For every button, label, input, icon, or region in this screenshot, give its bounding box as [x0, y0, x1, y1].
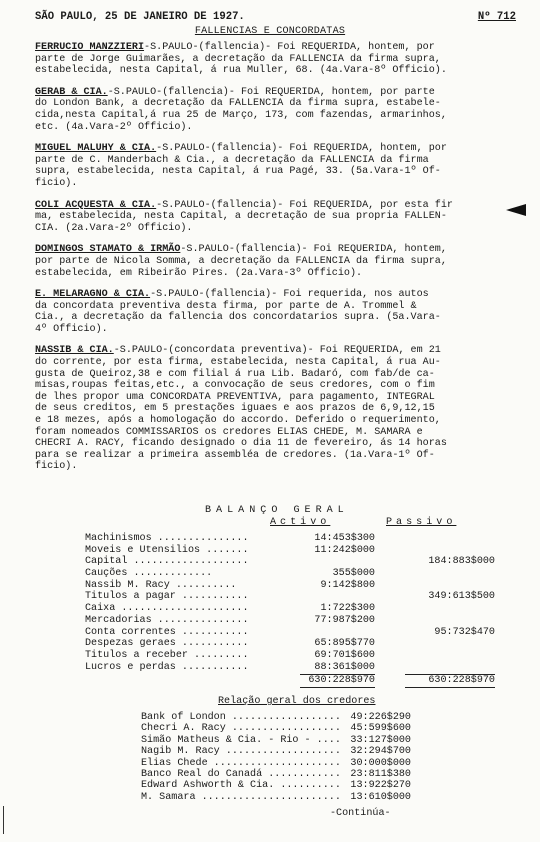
entry-line: [35, 54, 517, 66]
balance-ativo: 1:722$300: [320, 603, 375, 615]
balance-row: [85, 545, 505, 557]
balance-ativo: 11:242$000: [314, 544, 375, 556]
entry-line: [35, 268, 517, 280]
entry-line: [35, 312, 517, 324]
balance-label: Conta correntes ...........: [85, 626, 249, 638]
entry-line: [35, 345, 517, 357]
balance-label: Despezas geraes ...........: [85, 638, 249, 650]
margin-tick: [3, 806, 4, 834]
entry-text: ficio).: [35, 177, 78, 189]
total-ativo: 630:228$970: [300, 674, 375, 688]
creditor-row: [141, 746, 411, 758]
entry-line: [35, 461, 517, 473]
entry-text: gusta de Queiroz,38 e com filial á rua Lib. Badaró, com fab/de ca-: [35, 368, 435, 380]
entry-line: [35, 98, 517, 110]
entry: [35, 87, 517, 133]
entry-line: [35, 438, 517, 450]
creditor-name: Checri A. Racy ..................: [141, 723, 341, 735]
entry-text: estabelecida, em Ribeirão Pires. (2a.Vara-3º Officio).: [35, 267, 363, 279]
header-number: Nº 712: [477, 11, 516, 23]
creditor-row: [141, 780, 411, 792]
entry-text: CIA. (2a.Vara-2º Officio).: [35, 222, 193, 234]
entry: [35, 42, 517, 77]
creditor-value: 30:000$000: [350, 757, 411, 769]
balance-row: [85, 533, 505, 545]
balance-ativo: 14:453$300: [314, 533, 375, 544]
entry-text: CHECRI A. RACY, ficando designado o dia 11 de fevereiro, ás 14 horas: [35, 438, 447, 450]
creditors-list: [141, 712, 411, 803]
creditor-name: M. Samara .......................: [141, 791, 341, 803]
entry-text: da concordata preventiva desta firma, por parte de A. Trommel &: [35, 300, 417, 312]
entry-line: [35, 143, 517, 155]
entry-text: -S.PAULO-(fallencia)- Foi REQUERIDA, hontem, por parte: [107, 86, 435, 98]
balance-column-headers: [270, 517, 510, 529]
balance-label: Capital ...................: [85, 556, 249, 568]
creditor-name: Elias Chede .....................: [141, 757, 341, 769]
entry: [35, 289, 517, 335]
balance-label: Titulos a pagar ...........: [85, 591, 249, 603]
entry-text: estabelecida, nesta Capital, á rua Muller, 68. (4a.Vara-8º Officio).: [35, 65, 447, 77]
creditor-value: 32:294$700: [350, 746, 411, 758]
total-passivo: 630:228$970: [405, 674, 495, 688]
balance-row: [85, 603, 505, 615]
balance-label: Moveis e Utensilios .......: [85, 544, 249, 556]
creditor-value: 13:922$270: [350, 780, 411, 792]
entry-line: [35, 178, 517, 190]
balance-row: [85, 591, 505, 603]
creditor-row: [141, 734, 411, 746]
entry-line: [35, 403, 517, 415]
creditor-value: 49:226$290: [350, 712, 411, 723]
entry-line: [35, 155, 517, 167]
entry-text: cida,nesta Capital,á rua 25 de Março, 173, com fazendas, armarinhos,: [35, 109, 447, 121]
balance-ativo: 69:701$600: [314, 649, 375, 661]
entry-text: -S.PAULO-(concordata preventiva)- Foi REQUERIDA, em 21: [113, 345, 441, 357]
entry-line: [35, 380, 517, 392]
balance-label: Caixa .....................: [85, 603, 249, 615]
margin-mark: [506, 204, 526, 216]
entry-text: -S.PAULO-(fallencia)- Foi REQUERIDA, hontem, por: [156, 143, 447, 155]
entry-text: etc. (4a.Vara-2º Officio).: [35, 121, 193, 133]
entry-line: [35, 200, 517, 212]
entry-text: misas,roupas feitas,etc., a convocação de seus credores, com o fim: [35, 380, 435, 392]
creditor-row: [141, 791, 411, 803]
entry-text: parte de Jorge Guimarães, a decretação da FALLENCIA da firma supra,: [35, 53, 441, 65]
entry: [35, 200, 517, 235]
creditor-name: Nagib M. Racy ...................: [141, 746, 341, 758]
creditor-row: [141, 712, 411, 723]
balance-passivo: 349:613$500: [428, 591, 495, 603]
entry-text: Cia., a decretação da fallencia dos concordatarios supra. (5a.Vara-: [35, 312, 441, 324]
balance-ativo: 88:361$000: [314, 661, 375, 673]
entry-text: para se realizar a primeira assembléa de credores. (1a.Vara-1º Of-: [35, 449, 435, 461]
entry-text: supra, estabelecida, nesta Capital, á rua Pagé, 33. (5a.Vara-1º Of-: [35, 166, 441, 178]
entry-line: [35, 392, 517, 404]
creditor-row: [141, 768, 411, 780]
entry-name: GERAB & CIA.: [35, 86, 108, 98]
balance-passivo: 184:883$000: [428, 556, 495, 568]
entry-line: [35, 450, 517, 462]
entry-text: ficio).: [35, 461, 78, 473]
entry-line: [35, 223, 517, 235]
entry-text: -S.PAULO-(fallencia)- Foi requerida, nos autos: [150, 289, 429, 301]
creditor-row: [141, 757, 411, 769]
entry-line: [35, 256, 517, 268]
entry-text: por parte de Nicola Somma, a decretação da FALLENCIA da firma supra,: [35, 255, 447, 267]
entry-text: do corrente, por esta firma, estabelecida, nesta Capital, á rua Au-: [35, 357, 441, 369]
balance-ativo: 77:987$200: [314, 614, 375, 626]
creditor-name: Simão Matheus & Cia. - Rio - ....: [141, 734, 341, 746]
entry-line: [35, 110, 517, 122]
balance-row: [85, 568, 505, 580]
column-ativo: Activo: [270, 517, 331, 528]
entry-text: -S.PAULO-(fallencia)- Foi REQUERIDA, por esta fir: [156, 199, 453, 211]
entry-name: MIGUEL MALUHY & CIA.: [35, 143, 157, 155]
column-passivo: Passivo: [386, 517, 457, 528]
entries-list: [35, 42, 517, 483]
entry-line: [35, 301, 517, 313]
header-date: SÃO PAULO, 25 DE JANEIRO DE 1927.: [35, 11, 245, 23]
entry-text: do London Bank, a decretação da FALLENCIA da firma supra, estabele-: [35, 98, 441, 110]
balance-label: Nassib M. Racy ..........: [85, 579, 237, 591]
continued-note: -Continúa-: [330, 808, 391, 819]
entry-line: [35, 244, 517, 256]
creditors-title: Relação geral dos credores: [218, 696, 376, 707]
balance-row: [85, 615, 505, 627]
balance-row: [85, 580, 505, 592]
creditor-value: 33:127$000: [350, 734, 411, 746]
creditor-row: [141, 723, 411, 735]
entry-line: [35, 211, 517, 223]
balance-ativo: 65:895$770: [314, 638, 375, 650]
entry-name: COLI ACQUESTA & CIA.: [35, 199, 157, 211]
entry-line: [35, 42, 517, 54]
creditor-name: Edward Ashworth & Cia. ..........: [141, 780, 341, 792]
entry-name: NASSIB & CIA.: [35, 345, 114, 357]
entry-text: de lhes propor uma CONCORDATA PREVENTIVA, para pagamento, INTEGRAL: [35, 391, 435, 403]
entry-text: e 18 mezes, após a homologação do accordo. Deferido o requerimento,: [35, 415, 441, 427]
entry-line: [35, 122, 517, 134]
creditor-name: Banco Real do Canadá ............: [141, 768, 341, 780]
entry-line: [35, 166, 517, 178]
creditor-value: 45:599$600: [350, 723, 411, 735]
entry-line: [35, 289, 517, 301]
balance-row: [85, 662, 505, 674]
entry-line: [35, 324, 517, 336]
entry-text: -S.PAULO-(fallencia)- Foi REQUERIDA, hontem,: [180, 244, 447, 256]
entry-text: ma, estabelecida, nesta Capital, a decretação de sua propria FALLEN-: [35, 211, 447, 223]
entry-line: [35, 415, 517, 427]
balance-passivo: 95:732$470: [434, 626, 495, 638]
page-header: [35, 12, 516, 26]
balance-label: Machinismos ...............: [85, 533, 249, 544]
balance-row: [85, 556, 505, 568]
entry-name: DOMINGOS STAMATO & IRMÃO: [35, 244, 181, 256]
creditor-name: Bank of London ..................: [141, 712, 341, 723]
balance-ativo: 355$000: [332, 568, 375, 580]
entry-line: [35, 369, 517, 381]
balance-total-row: [85, 674, 505, 686]
balance-ativo: 9:142$800: [320, 579, 375, 591]
entry: [35, 143, 517, 189]
creditor-value: 23:811$380: [350, 768, 411, 780]
entry-line: [35, 87, 517, 99]
balance-title: BALANÇO GERAL: [205, 505, 349, 516]
entry: [35, 345, 517, 473]
balance-label: Titulos a receber .........: [85, 649, 249, 661]
balance-row: [85, 627, 505, 639]
entry-line: [35, 427, 517, 439]
entry-text: parte de C. Manderbach & Cia., a decretação da FALLENCIA da firma: [35, 154, 429, 166]
entry-name: FERRUCIO MANZZIERI: [35, 42, 145, 53]
section-title: FALLENCIAS E CONCORDATAS: [194, 26, 346, 37]
entry-line: [35, 65, 517, 77]
entry-text: 4º Officio).: [35, 323, 108, 335]
balance-label: Cauções .............: [85, 568, 213, 580]
balance-row: [85, 650, 505, 662]
balance-row: [85, 638, 505, 650]
entry-text: -S.PAULO-(fallencia)- Foi REQUERIDA, hontem, por: [144, 42, 435, 53]
entry-name: E. MELARAGNO & CIA.: [35, 289, 151, 301]
balance-label: Mercadorias ...............: [85, 614, 249, 626]
balance-label: Lucros e perdas ...........: [85, 661, 249, 673]
balance-table: [85, 533, 505, 686]
entry-text: foram nomeados COMMISSARIOS os credores ELIAS CHEDE, M. SAMARA e: [35, 426, 423, 438]
entry: [35, 244, 517, 279]
entry-text: de seus creditos, em 5 prestações iguaes e aos prazos de 6,9,12,15: [35, 403, 435, 415]
creditor-value: 13:610$000: [350, 791, 411, 803]
entry-line: [35, 357, 517, 369]
